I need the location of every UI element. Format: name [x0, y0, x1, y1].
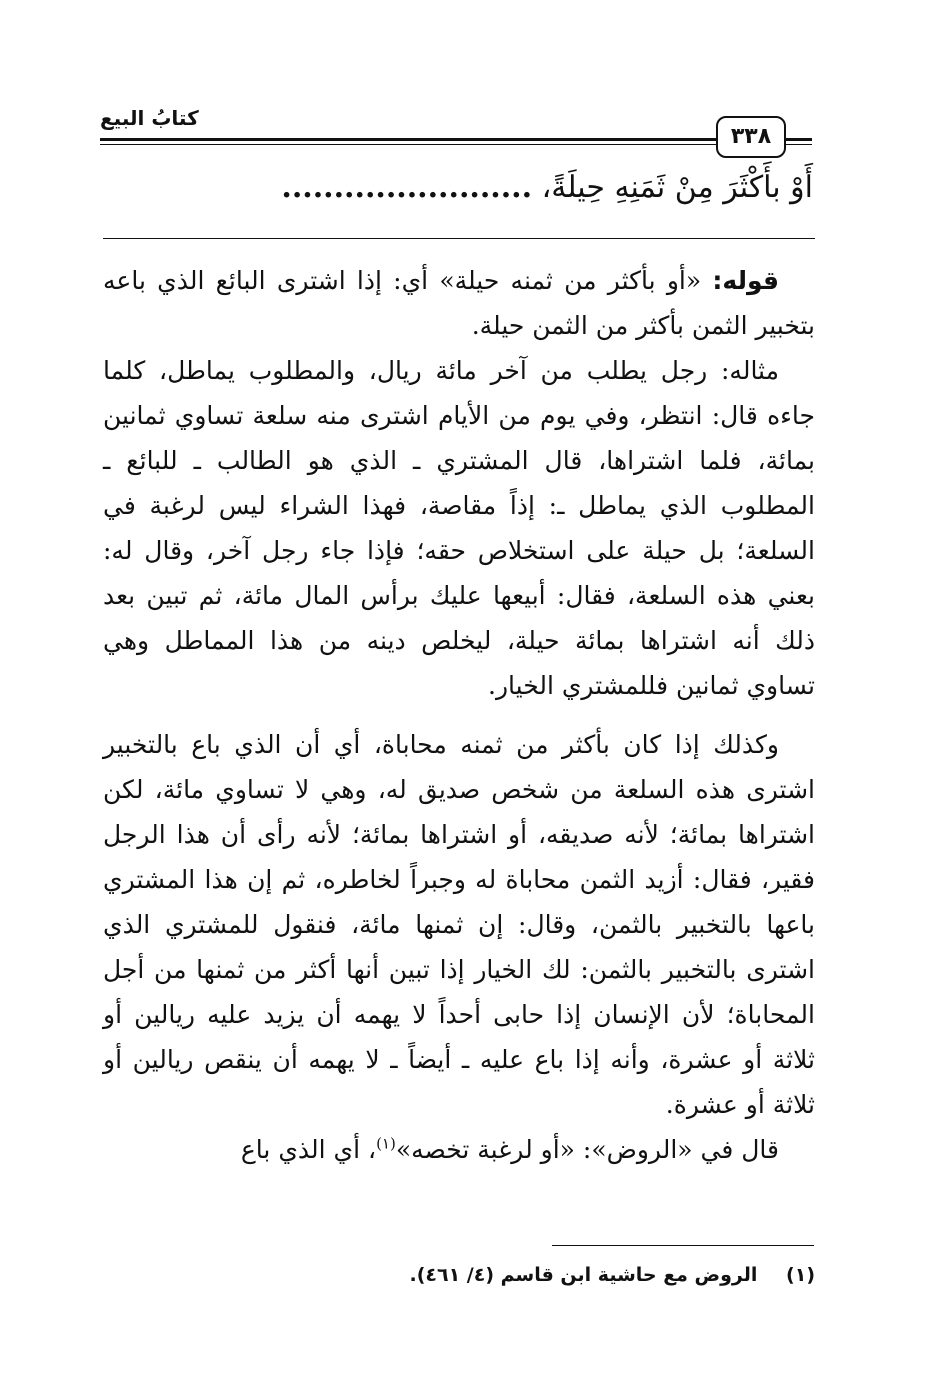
- footnote: [103, 1260, 815, 1290]
- matn-dots: ........................: [281, 170, 533, 205]
- paragraph-4: [103, 1127, 815, 1172]
- matn-text: أَوْ بأَكْثَرَ مِنْ ثَمَنِهِ حِيلَةً،: [541, 170, 813, 205]
- qawluhu-label: قوله:: [712, 266, 779, 295]
- paragraph-1-text: «أو بأكثر من ثمنه حيلة» أي: إذا اشترى البائع الذي باعه بتخبير الثمن بأكثر من الثمن حيلة.: [103, 266, 815, 340]
- matn-line: [123, 158, 813, 218]
- paragraph-4-text-after: ، أي الذي باع: [240, 1135, 377, 1164]
- matn-divider: [103, 238, 815, 239]
- header-rule: [100, 138, 716, 145]
- page-header: [100, 100, 812, 160]
- footnote-divider: [552, 1245, 814, 1246]
- commentary-body: [103, 258, 815, 1172]
- footnote-text: الروض مع حاشية ابن قاسم (٤/ ٤٦١).: [409, 1264, 758, 1286]
- footnote-number: (١): [786, 1264, 815, 1286]
- page-number: ٣٣٨: [716, 116, 786, 158]
- paragraph-1: [103, 258, 815, 348]
- paragraph-3: وكذلك إذا كان بأكثر من ثمنه محاباة، أي أن الذي باع بالتخبير اشترى هذه السلعة من شخص صديق له، وهي لا تساوي مائة، لكن اشتراها بمائة؛ لأنه صديقه، أو اشتراها بمائة؛ لأنه رأى أن هذا الرجل فقير، فقال: أزيد الثمن محاباة له وجبراً لخاطره، ثم إن هذا المشتري باعها بالتخبير بالثمن، وقال: إن ثمنها مائة، فنقول للمشتري الذي اشترى بالتخبير بالثمن: لك الخيار إذا تبين أنها أكثر من ثمنها من أجل المحاباة؛ لأن الإنسان إذا حابى أحداً لا يهمه أن يزيد عليه ريالين أو ثلاثة أو عشرة، وأنه إذا باع عليه ـ أيضاً ـ لا يهمه أن ينقص ريالين أو ثلاثة أو عشرة.: [103, 730, 815, 1119]
- header-rule-right: [784, 138, 812, 145]
- book-title: كتابُ البيع: [100, 106, 199, 130]
- paragraph-4-text-before: قال في «الروض»: «أو لرغبة تخصه»: [395, 1135, 779, 1164]
- paragraph-2: مثاله: رجل يطلب من آخر مائة ريال، والمطلوب يماطل، كلما جاءه قال: انتظر، وفي يوم من الأيام اشترى منه سلعة تساوي ثمانين بمائة، فلما اشتراها، قال المشتري ـ الذي هو الطالب ـ للبائع ـ المطلوب الذي يماطل ـ: إذاً مقاصة، فهذا الشراء ليس لرغبة في السلعة؛ بل حيلة على استخلاص حقه؛ فإذا جاء رجل آخر، وقال له: بعني هذه السلعة، فقال: أبيعها عليك برأس المال مائة، ثم تبين بعد ذلك أنه اشتراها بمائة حيلة، ليخلص دينه من هذا المماطل وهي تساوي ثمانين فللمشتري الخيار.: [103, 356, 815, 700]
- footnote-reference[interactable]: (١): [376, 1134, 396, 1153]
